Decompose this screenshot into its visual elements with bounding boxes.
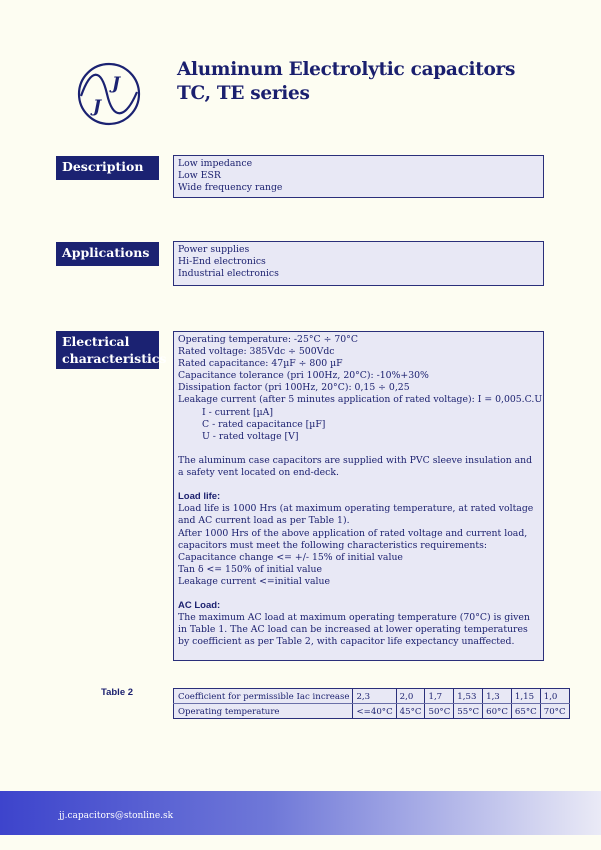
table-cell: 1,3	[483, 689, 512, 704]
table-cell: <=40°C	[353, 704, 396, 719]
table-header-cell: Coefficient for permissible Iac increase	[174, 689, 353, 704]
table-cell: 1,0	[540, 689, 569, 704]
applications-item: Industrial electronics	[178, 268, 279, 280]
description-item: Low ESR	[178, 170, 221, 182]
table-cell: 50°C	[425, 704, 454, 719]
applications-tab	[56, 242, 159, 266]
legend-line: C - rated capacitance [µF]	[202, 418, 326, 430]
requirement-line: Capacitance change <= +/- 15% of initial value	[178, 551, 403, 563]
description-item: Wide frequency range	[178, 182, 283, 194]
applications-box	[173, 241, 544, 286]
legend-line: U - rated voltage [V]	[202, 430, 299, 442]
case-note: The aluminum case capacitors are supplied with PVC sleeve insulation and a safety vent located on end-deck.	[178, 454, 533, 479]
ac-load-text: The maximum AC load at maximum operating temperature (70°C) is given in Table 1. The AC load can be increased at lower operating temperatures by coefficient as per Table 2, with capacitor life expectancy unaffected.	[178, 612, 530, 648]
table-header-cell: Operating temperature	[178, 706, 280, 717]
load-life-heading: Load life:	[178, 491, 221, 503]
description-box	[173, 155, 544, 198]
electrical-label-1: Electrical	[62, 334, 130, 349]
title-line-2: TC, TE series	[177, 83, 310, 104]
table-2-label: Table 2	[101, 687, 134, 698]
description-item: Low impedance	[178, 158, 253, 169]
svg-text:J: J	[112, 74, 121, 94]
load-life-text-2: After 1000 Hrs of the above application of rated voltage and current load, capacitors must meet the following characteristics requirements:	[178, 527, 528, 551]
spec-line: Capacitance tolerance (pri 100Hz, 20°C): -10%+30%	[178, 370, 429, 382]
applications-item: Power supplies	[178, 244, 250, 255]
electrical-tab	[56, 331, 167, 369]
electrical-label-2: characteristics	[62, 351, 167, 366]
table-cell: 1,15	[511, 689, 540, 704]
spec-line: Operating temperature: -25°C ÷ 70°C	[178, 334, 358, 345]
load-life-text-1: Load life is 1000 Hrs (at maximum operating temperature, at rated voltage and AC current load as per Table 1).	[178, 503, 534, 527]
spec-line: Dissipation factor (pri 100Hz, 20°C): 0,15 ÷ 0,25	[178, 382, 410, 394]
spec-line: Rated capacitance: 47µF ÷ 800 µF	[178, 358, 343, 370]
spec-line: Leakage current (after 5 minutes application of rated voltage): I = 0,005.C.U	[178, 394, 543, 406]
table-cell: 55°C	[454, 704, 483, 719]
description-tab	[56, 156, 159, 180]
requirement-line: Tan δ <= 150% of initial value	[178, 563, 322, 575]
applications-item: Hi-End electronics	[178, 256, 266, 268]
table-row	[174, 689, 570, 704]
table-cell: 60°C	[483, 704, 512, 719]
coefficient-table	[173, 688, 570, 719]
table-cell: 2,0	[396, 689, 425, 704]
requirement-line: Leakage current <=initial value	[178, 575, 331, 587]
spec-line: Rated voltage: 385Vdc ÷ 500Vdc	[178, 346, 335, 358]
table-row	[174, 704, 570, 719]
svg-text:J: J	[93, 97, 102, 117]
description-label: Description	[62, 159, 144, 174]
footer-email[interactable]: jj.capacitors@stonline.sk	[59, 811, 174, 821]
table-cell: 45°C	[396, 704, 425, 719]
table-cell: 1,7	[425, 689, 454, 704]
table-cell: 1,53	[454, 689, 483, 704]
footer-bar	[0, 791, 601, 835]
jj-logo	[77, 62, 141, 126]
ac-load-heading: AC Load:	[178, 600, 221, 612]
electrical-box	[173, 331, 544, 661]
legend-line: I - current [µA]	[202, 406, 273, 418]
table-cell: 70°C	[540, 704, 569, 719]
table-cell: 65°C	[511, 704, 540, 719]
page-title	[177, 58, 515, 106]
table-cell: 2,3	[353, 689, 396, 704]
title-line-1: Aluminum Electrolytic capacitors	[177, 59, 516, 80]
applications-label: Applications	[62, 245, 150, 260]
